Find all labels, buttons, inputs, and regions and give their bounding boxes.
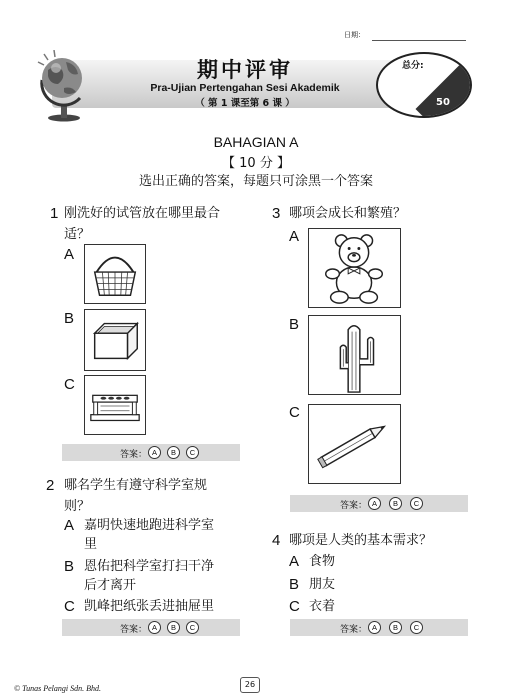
question-text: 哪名学生有遵守科学室规 xyxy=(64,478,208,493)
answer-bubble-b[interactable]: B xyxy=(167,621,180,634)
question-number: 3 xyxy=(272,205,281,222)
answer-bar xyxy=(290,495,468,512)
copyright-notice: © Tunas Pelangi Sdn. Bhd. xyxy=(14,684,101,693)
option-letter: B xyxy=(289,316,300,333)
teddy-bear-icon xyxy=(308,228,401,308)
answer-label: 答案： xyxy=(120,450,148,460)
option-letter: A xyxy=(64,246,75,263)
test-tube-rack-icon xyxy=(84,375,146,435)
page-title: 期中评审 xyxy=(197,58,293,82)
question-text: 哪项是人类的基本需求？ xyxy=(289,533,433,548)
option-letter: C xyxy=(64,598,75,615)
answer-label: 答案： xyxy=(120,625,148,635)
answer-bar xyxy=(62,619,240,636)
globe-icon xyxy=(34,50,94,122)
answer-bubble-a[interactable]: A xyxy=(148,621,161,634)
option-text: 凯峰把纸张丢进抽屉里 xyxy=(84,599,215,614)
answer-bubble-a[interactable]: A xyxy=(148,446,161,459)
question-text: 刚洗好的试管放在哪里最合 xyxy=(64,206,221,221)
answer-bubble-b[interactable]: B xyxy=(167,446,180,459)
score-box xyxy=(376,52,472,118)
option-text: 食物 xyxy=(309,554,336,569)
section-instruction: 选出正确的答案，每题只可涂黑一个答案 xyxy=(138,174,373,189)
option-text: 后才离开 xyxy=(84,578,137,593)
option-text: 嘉明快速地跑进科学室 xyxy=(84,518,215,533)
score-max: 50 xyxy=(436,97,450,108)
cactus-icon xyxy=(308,315,401,395)
option-letter: A xyxy=(64,517,75,534)
answer-bubble-c[interactable]: C xyxy=(186,621,199,634)
option-letter: B xyxy=(64,310,75,327)
option-letter: C xyxy=(289,404,300,421)
section-marks: 【 10 分 】 xyxy=(222,156,290,171)
answer-bubble-c[interactable]: C xyxy=(410,621,423,634)
page-subtitle: Pra-Ujian Pertengahan Sesi Akademik xyxy=(150,82,340,94)
answer-bubble-b[interactable]: B xyxy=(389,621,402,634)
date-line xyxy=(372,40,466,41)
question-number: 2 xyxy=(46,477,55,494)
date-label: 日期： xyxy=(344,31,365,39)
answer-bar xyxy=(62,444,240,461)
answer-bar xyxy=(290,619,468,636)
option-text: 里 xyxy=(84,537,98,552)
page-number: 26 xyxy=(240,677,260,693)
answer-bubble-a[interactable]: A xyxy=(368,621,381,634)
answer-bubble-b[interactable]: B xyxy=(389,497,402,510)
open-box-icon xyxy=(84,309,146,371)
lesson-range: （ 第 1 课至第 6 课 ） xyxy=(195,98,295,109)
question-number: 4 xyxy=(272,532,281,549)
option-text: 恩佑把科学室打扫干净 xyxy=(84,559,215,574)
question-number: 1 xyxy=(50,205,59,222)
pencil-icon xyxy=(308,404,401,484)
option-letter: C xyxy=(289,598,300,615)
option-text: 朋友 xyxy=(309,577,336,592)
answer-bubble-c[interactable]: C xyxy=(186,446,199,459)
score-label: 总分: xyxy=(402,61,424,71)
answer-label: 答案： xyxy=(340,625,368,635)
option-letter: C xyxy=(64,376,75,393)
answer-bubble-c[interactable]: C xyxy=(410,497,423,510)
option-letter: A xyxy=(289,553,300,570)
option-text: 衣着 xyxy=(309,599,336,614)
option-letter: A xyxy=(289,228,300,245)
basket-icon xyxy=(84,244,146,304)
section-title: BAHAGIAN A xyxy=(213,134,299,150)
answer-bubble-a[interactable]: A xyxy=(368,497,381,510)
question-text: 适？ xyxy=(64,227,91,242)
question-text: 哪项会成长和繁殖？ xyxy=(289,206,407,221)
answer-label: 答案： xyxy=(340,501,368,511)
option-letter: B xyxy=(289,576,300,593)
option-letter: B xyxy=(64,558,75,575)
question-text: 则？ xyxy=(64,499,91,514)
